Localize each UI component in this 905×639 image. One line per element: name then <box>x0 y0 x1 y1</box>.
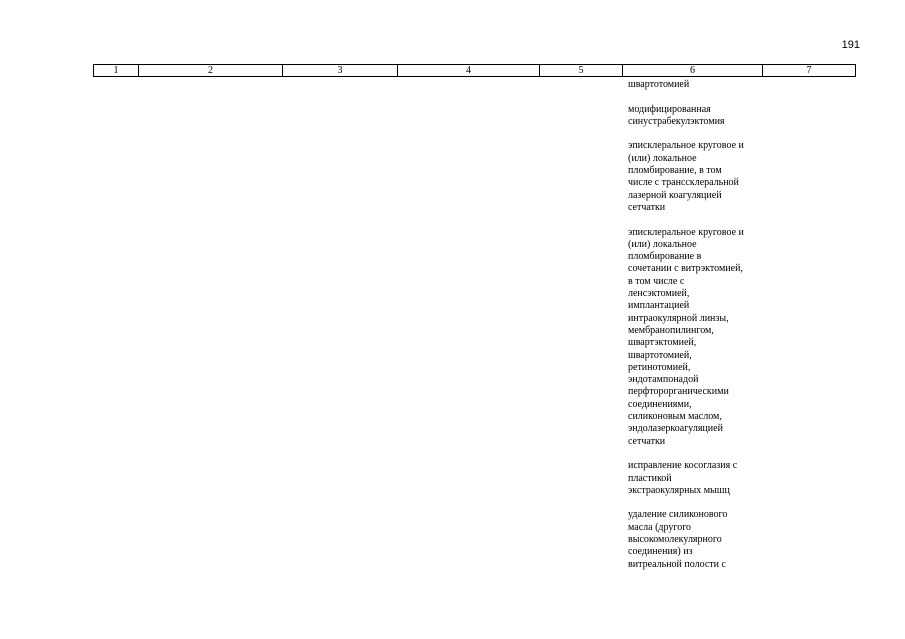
column-number-5: 5 <box>540 65 623 77</box>
column-number-2: 2 <box>139 65 283 77</box>
column-number-6: 6 <box>623 65 763 77</box>
column-number-7: 7 <box>763 65 856 77</box>
treatment-method-entry: швартотомией <box>628 79 690 90</box>
column-number-1: 1 <box>94 65 139 77</box>
treatment-method-entry: эписклеральное круговое и (или) локальное пломбирование в сочетании с витрэктомией, в том числе с ленсэктомией, имплантацией интраокулярной линзы, мембранопилингом, швартэктомией, швартотомией, ретинотомией, эндотампонадой перфторорганическими соединениями, силиконовым маслом, эндолазеркоагуляцией сетчатки <box>628 226 744 447</box>
column-header-table <box>93 64 856 77</box>
treatment-method-entry: эписклеральное круговое и (или) локальное пломбирование, в том числе с транссклеральной лазерной коагуляцией сетчатки <box>628 140 744 213</box>
column-6-content <box>628 79 760 583</box>
treatment-method-entry: удаление силиконового масла (другого высокомолекулярного соединения) из витреальной полости с <box>628 509 728 570</box>
treatment-method-entry: модифицированная синустрабекулэктомия <box>628 103 725 127</box>
header-row <box>94 65 856 77</box>
treatment-method-entry: исправление косоглазия с пластикой экстраокулярных мышц <box>628 460 738 496</box>
page-number: 191 <box>841 39 860 51</box>
column-number-3: 3 <box>283 65 398 77</box>
column-number-4: 4 <box>398 65 540 77</box>
